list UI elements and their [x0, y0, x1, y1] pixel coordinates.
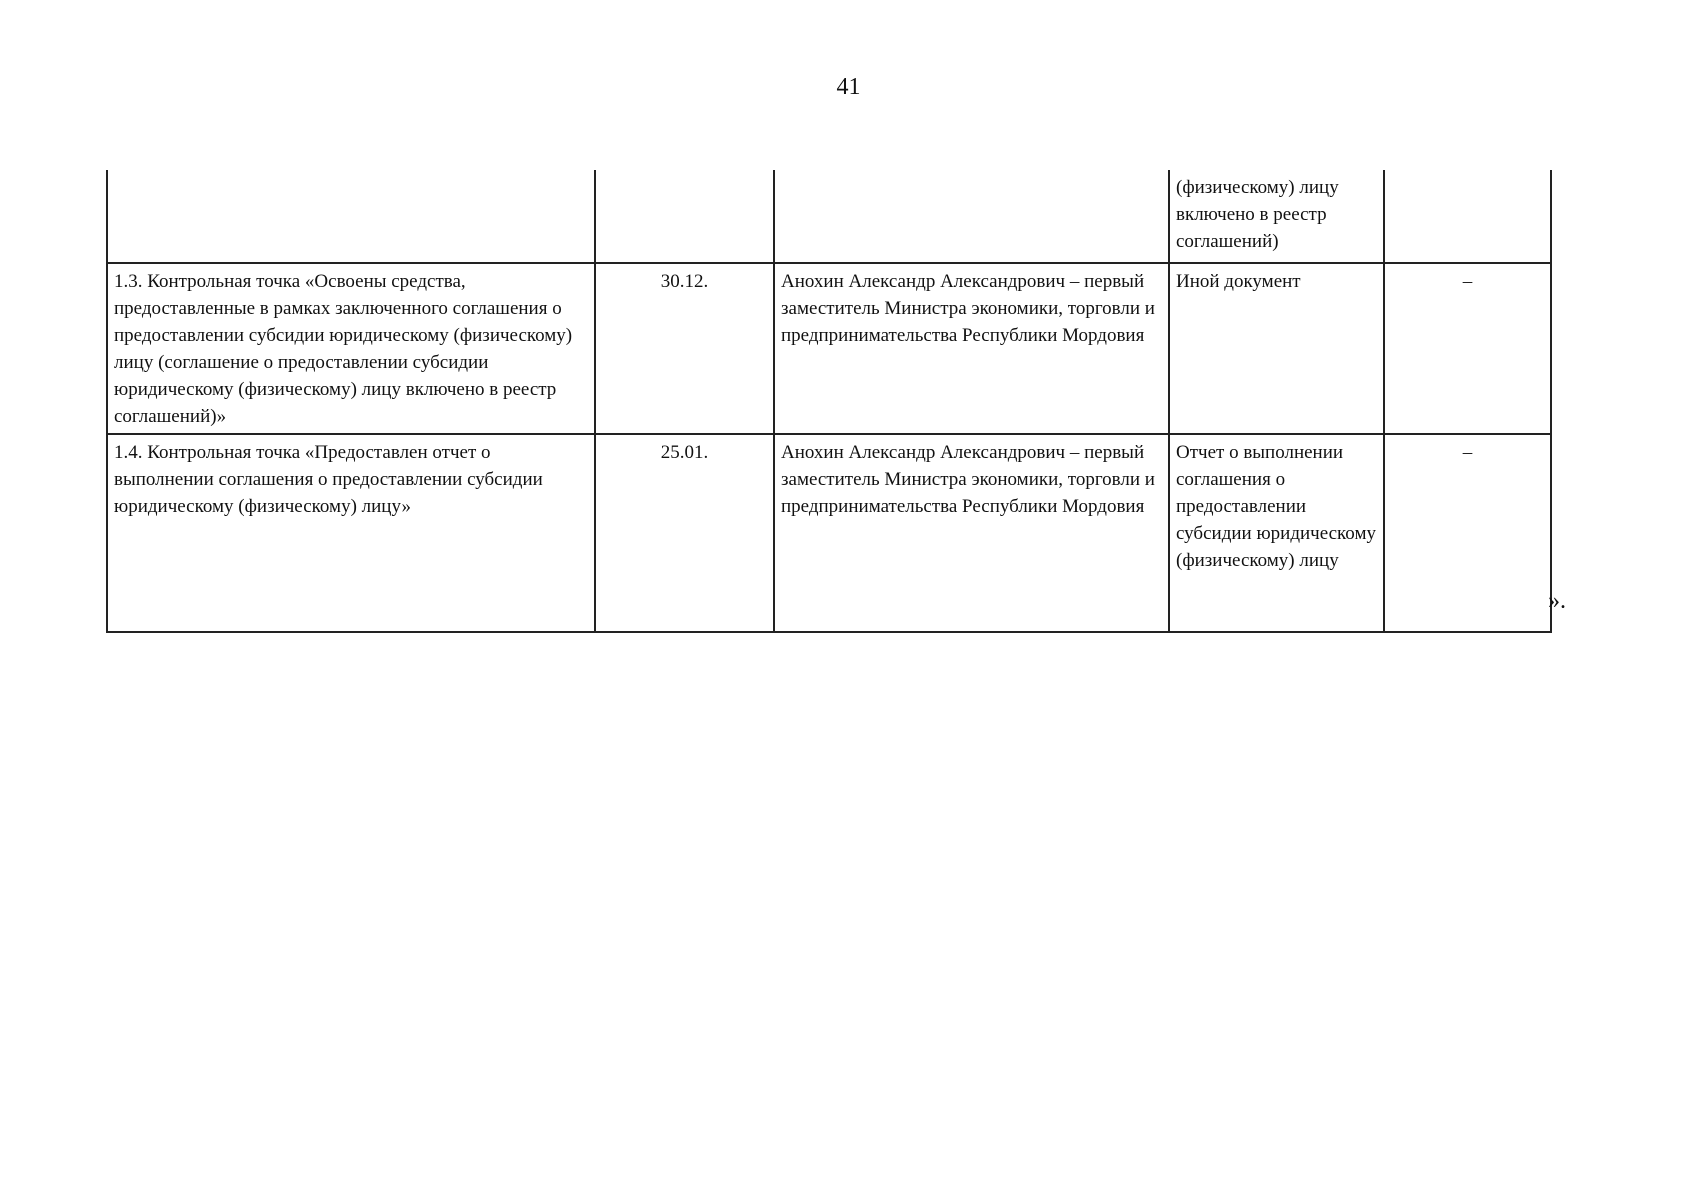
page-number: 41 [836, 74, 861, 100]
table-cell-event: 1.4. Контрольная точка «Предоставлен отчет о выполнении соглашения о предоставлении субсидии юридическому (физическому) лицу» [107, 434, 595, 632]
table-cell-extra [1384, 170, 1551, 263]
table-cell-document: Отчет о выполнении соглашения о предоставлении субсидии юридическому (физическому) лицу [1169, 434, 1384, 632]
table-cell-extra: – [1384, 434, 1551, 632]
table-row-continuation [107, 170, 1551, 263]
table-cell-document: Иной документ [1169, 263, 1384, 434]
table-cell-responsible: Анохин Александр Александрович – первый заместитель Министра экономики, торговли и предпринимательства Республики Мордовия [774, 434, 1169, 632]
table-cell-date: 25.01. [595, 434, 774, 632]
table-cell-date [595, 170, 774, 263]
control-points-table [106, 170, 1552, 633]
table-cell-event: 1.3. Контрольная точка «Освоены средства, предоставленные в рамках заключенного соглашения о предоставлении субсидии юридическому (физическому) лицу (соглашение о предоставлении субсидии юридическому (физическому) лицу включено в реестр соглашений)» [107, 263, 595, 434]
table-cell-date: 30.12. [595, 263, 774, 434]
table-cell-event [107, 170, 595, 263]
table-row-1-3 [107, 263, 1551, 434]
table-cell-document: (физическому) лицу включено в реестр соглашений) [1169, 170, 1384, 263]
table-cell-extra: – [1384, 263, 1551, 434]
table-row-1-4 [107, 434, 1551, 632]
table-cell-responsible: Анохин Александр Александрович – первый заместитель Министра экономики, торговли и предпринимательства Республики Мордовия [774, 263, 1169, 434]
table-cell-responsible [774, 170, 1169, 263]
closing-quote-mark: ». [1548, 588, 1566, 614]
